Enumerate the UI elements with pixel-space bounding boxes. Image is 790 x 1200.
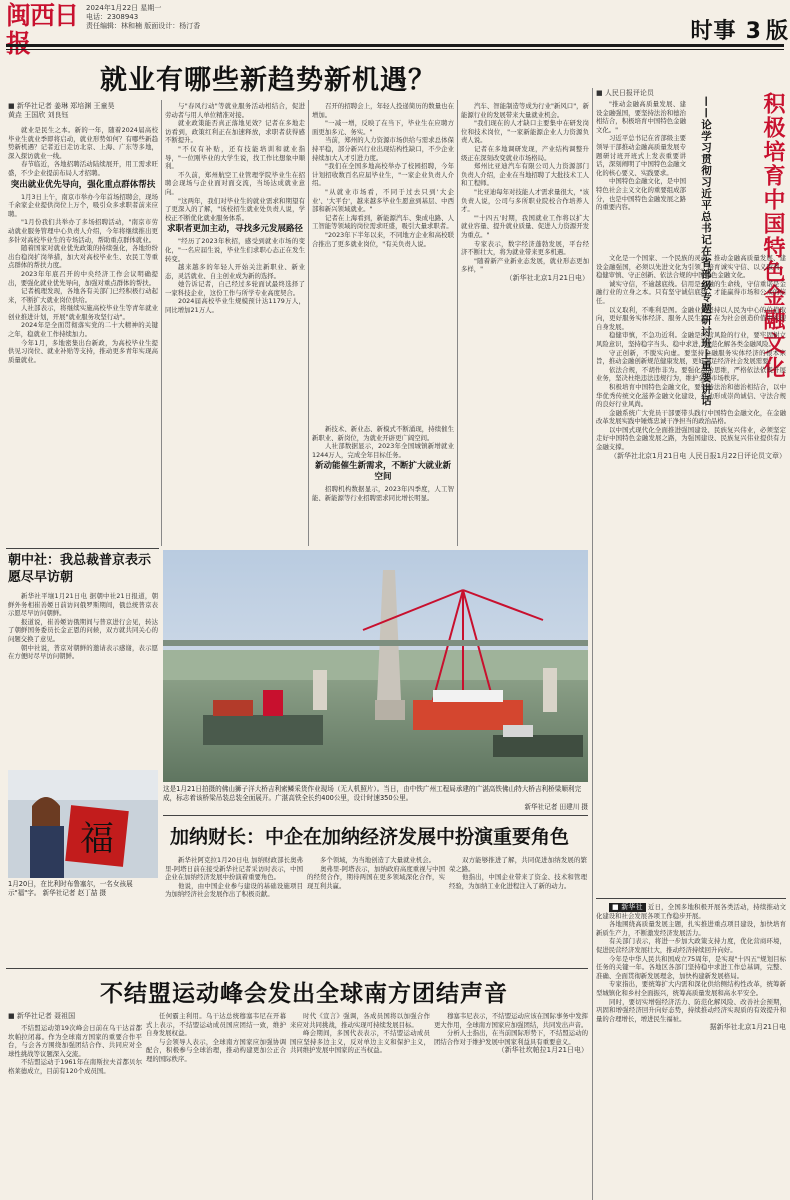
bridge-construction-image bbox=[163, 550, 588, 782]
korea-headline: 朝中社：我总裁普京表示愿尽早访朝 bbox=[8, 553, 152, 585]
masthead-info bbox=[86, 4, 246, 31]
page-suffix: 版 bbox=[765, 19, 788, 44]
editor-credits: 责任编辑：林和楠 版面设计：杨汀香 bbox=[86, 22, 201, 30]
summit-divider bbox=[6, 968, 588, 969]
masthead-rule bbox=[6, 44, 784, 47]
page-number: 3 bbox=[745, 19, 761, 44]
side-dateline: （新华社北京1月21日电 人民日报1月22日评论员文章） bbox=[610, 451, 786, 460]
main-photo-credit: 新华社记者 田建川 摄 bbox=[524, 803, 588, 811]
phone-number: 电话：2308943 bbox=[86, 13, 139, 21]
review-column: ■ 新华社 近日，全国多地积极开展各类活动，持续推动文化建设和社会发展各项工作稳步开展。 各地围绕高质量发展主题，扎实推进重点项目建设，加快培育新质生产力，不断激发经济发展活力。 有关部门表示，将进一步加大政策支持力度，优化营商环境，促进民营经济发展壮大，推动经济持续回升向好。 今年是中华人民共和国成立75周年，是实现"十四五"规划目标任务的关键一年。各地区各部门坚持稳中求进工作总基调，完整、准确、全面贯彻新发展理念，加快构建新发展格局。 专家指出，要统筹扩大内需和深化供给侧结构性改革，统筹新型城镇化和乡村全面振兴，统筹高质量发展和高水平安全。 同时，要切实增强经济活力、防范化解风险、改善社会预期，巩固和增强经济回升向好态势，持续推动经济实现质的有效提升和量的合理增长，增进民生福祉。 据新华社北京1月21日电 bbox=[596, 903, 786, 1032]
lead-column-3: 召开的招聘会上，年轻人投递简历的数量也在增加。 "一减一增，反映了在当下，毕业生在应聘方面更加多元、务实。" 当前，郑州的人力资源市场供给与需求总体保持平稳，部分新兴行业出现结构性缺口，不少企业持续加大人才引进力度。 "我们在全国多地高校举办了校园招聘，今年计划招收数百名应届毕业生，"一家企业负责人介绍。 "从就业市场看，不同于过去只到'大企业'、'大平台'，越来越多毕业生愿意到基层、中西部和新兴领域就业。" 记者在上海看到，新能源汽车、集成电路、人工智能等领域的岗位需求旺盛，吸引大量求职者。 "2023年下半年以来，不同地方企业和高校联合推出了更多就业岗位，"有关负责人说。 bbox=[312, 102, 454, 248]
lead-column-3b: 新技术、新业态、新模式不断涌现，持续催生新职业、新岗位，为就业开辟更广阔空间。 人社部数据显示，2023年全国城镇新增就业1244万人，完成全年目标任务。 新动能催生新需求，不断扩大就业新空间 招聘机构数据显示，2023年四季度，人工智能、新能源等行业招聘需求同比增长明显。 bbox=[312, 425, 454, 502]
issue-date: 2024年1月22日 星期一 bbox=[86, 4, 162, 12]
newspaper-logo: 闽西日报 bbox=[6, 1, 79, 58]
summit-byline: ■ 新华社记者 聂祖国 bbox=[8, 1012, 76, 1020]
summit-dateline: （新华社坎帕拉1月21日电） bbox=[497, 1046, 588, 1055]
ghana-headline: 加纳财长：中企在加纳经济发展中扮演重要角色 bbox=[170, 826, 570, 848]
column-divider bbox=[457, 100, 458, 546]
ghana-dateline: 新华社阿克拉1月20日电 bbox=[178, 856, 249, 864]
korea-divider bbox=[6, 548, 159, 549]
side-divider bbox=[596, 898, 786, 899]
small-photo bbox=[8, 770, 158, 878]
lead-byline: ■ 新华社记者 姜琳 郑培渊 王童昊 黄垚 王国欣 刘良钰 bbox=[8, 102, 115, 119]
lead-subhead-1: 突出就业优先导向，强化重点群体帮扶 bbox=[10, 179, 156, 190]
lead-subhead-2: 求职者更加主动，寻找多元发展路径 bbox=[166, 224, 303, 235]
side-column-2: 文化是一个国家、一个民族的灵魂。推动金融高质量发展、建设金融强国，必须以先进文化为引领，培育诚实守信、以义取利、稳健审慎、守正创新、依法合规的中国特色金融文化。 诚实守信，不逾越底线。信用是金融的生命线，守信重诺是金融行业的立身之本。只有坚守诚信底线，才能赢得市场和公众的信任。 以义取利，不唯利是图。金融业要坚持以人民为中心的价值取向，更好服务实体经济、服务人民生活，在为社会创造价值中实现自身发展。 稳健审慎，不急功近利。金融是经营风险的行业，要牢固树立风险意识，坚持稳字当头、稳中求进，防范化解各类金融风险。 守正创新，不脱实向虚。要坚持金融服务实体经济的根本宗旨，推动金融创新规范健康发展，更好满足经济社会发展需要。 依法合规，不胡作非为。要强化法治思维，严格依法依规开展业务，坚决杜绝违法违规行为，维护金融市场秩序。 积极培育中国特色金融文化，要坚持法治和德治相结合，以中华优秀传统文化滋养金融文化建设，推动形成崇尚诚信、守法合规的良好行业风尚。 金融系统广大党员干部要带头践行中国特色金融文化，在金融改革发展实践中锤炼忠诚干净担当的政治品格。 以中国式现代化全面推进强国建设、民族复兴伟业，必须坚定走好中国特色金融发展之路，为强国建设、民族复兴伟业提供有力金融支撑。 （新华社北京1月21日电 人民日报1月22日评论员文章） bbox=[596, 254, 786, 460]
summit-column-1: 不结盟运动第19次峰会日前在乌干达首都坎帕拉闭幕。作为全球南方国家的重要合作平台，与会各方围绕加强团结合作、共同应对全球性挑战等议题深入交流。 不结盟运动于1961年在南斯拉夫首都贝尔格莱德成立，目前有120个成员国。 bbox=[8, 1024, 142, 1075]
small-photo-caption-text: 1月20日，在比利时布鲁塞尔，一名女孩展示"福"字。 bbox=[8, 880, 133, 897]
small-photo-image bbox=[8, 770, 158, 878]
column-divider bbox=[592, 88, 593, 1200]
section-name: 时事 bbox=[690, 19, 737, 44]
lead-dateline: （新华社北京1月21日电） bbox=[505, 273, 589, 282]
main-photo bbox=[163, 550, 588, 782]
fu-glyph: 福 bbox=[80, 819, 114, 859]
main-photo-caption-text: 这是1月21日拍摄的佛山狮子洋大桥吉利索鳞采货作业现场（无人机照片）。当日，由中铁广州工程局承建的广湛高铁佛山特大桥吉利桥梁顺利完成，标志着该桥梁吊装总装全面展开。广湛高铁全长约400公里，设计时速350公里。 bbox=[163, 785, 582, 802]
lead-headline: 就业有哪些新趋势新机遇？ bbox=[100, 65, 436, 96]
summit-column-4: 穆塞韦尼表示，不结盟运动应该在国际事务中发挥更大作用，全球南方国家应加强团结，共同发出声音。 分析人士指出，在当前国际形势下，不结盟运动的团结合作对于维护发展中国家利益具有重要意义。 （新华社坎帕拉1月21日电） bbox=[434, 1012, 588, 1055]
lead-column-4: 汽车、智能制造等成为行业"新风口"，新能源行业的发展带来大量就业机会。 "我们现在的人才缺口主要集中在研发岗位和技术岗位，"一家新能源企业人力资源负责人说。 记者在多地调研发现，产业结构调整升级正在深刻改变就业市场格局。 郑州比亚迪汽车有限公司人力资源部门负责人介绍，企业在当地招聘了大批技术工人和工程师。 "比亚迪每年对技能人才需求量很大，"该负责人说，公司与多所职业院校合作培养人才。 "'十四五'时期，我国就业工作将以扩大就业容量、提升就业质量、促进人力资源开发为重点。" 专家表示，数字经济蓬勃发展，平台经济不断壮大，将为就业带来更多机遇。 "随着新产业新业态发展，就业形态更加多样，" （新华社北京1月21日电） bbox=[461, 102, 589, 282]
summit-headline: 不结盟运动峰会发出全球南方团结声音 bbox=[100, 981, 508, 1007]
side-subheadline: ——论学习贯彻习近平总书记在省部级专题研讨班上重要讲话 bbox=[700, 96, 712, 407]
korea-dateline: 新华社平壤1月21日电 bbox=[21, 592, 88, 600]
ghana-divider bbox=[163, 815, 588, 816]
side-tag: ■ 人民日报评论员 bbox=[596, 89, 654, 97]
column-divider bbox=[161, 100, 162, 546]
ghana-column-2: 多个领域，为当地创造了大量就业机会。 奥弗里-阿塔表示，加纳政府高度重视与中国的经贸合作，期待两国在更多领域深化合作，实现互利共赢。 bbox=[307, 856, 445, 890]
column-divider bbox=[308, 100, 309, 546]
section-header bbox=[638, 14, 788, 45]
summit-column-2: 任何霸主利用。乌干达总统穆塞韦尼在开幕式上表示，不结盟运动成员国应团结一致，维护自身发展权益。 与会领导人表示，全球南方国家应加强协调配合，积极参与全球治理，推动构建更加公正合理的国际秩序。 bbox=[146, 1012, 286, 1063]
masthead-rule-thin bbox=[6, 49, 784, 50]
korea-body: 新华社平壤1月21日电 据朝中社21日报道，朝鲜外务相崔善姬日前访问俄罗斯期间，俄总统普京表示愿尽早访问朝鲜。 报道说，崔善姬访俄期间与普京进行会见，转达了朝鲜国务委员长金正恩的问候，双方就共同关心的问题交换了意见。 朝中社说，普京对朝鲜的邀请表示感谢，表示愿在方便时尽早访问朝鲜。 bbox=[8, 592, 158, 661]
ghana-column-3: 双方能够推进了解，共同促进加纳发展的繁荣之路。 他指出，中国企业带来了资金、技术和管理经验，为加纳工业化进程注入了新的动力。 bbox=[449, 856, 587, 890]
side-column-1: "推动金融高质量发展、建设金融强国，要坚持法治和德治相结合，积极培育中国特色金融文化。" 习近平总书记在省部级主要领导干部推动金融高质量发展专题研讨班开班式上发表重要讲话，深刻阐明了中国特色金融文化的核心要义、实践要求。 中国特色金融文化，是中国特色社会主义文化的重要组成部分，也是中国特色金融发展之路的重要内容。 bbox=[596, 100, 686, 212]
small-photo-caption bbox=[8, 880, 158, 898]
main-photo-caption bbox=[163, 785, 588, 812]
small-photo-credit: 新华社记者 赵丁喆 摄 bbox=[42, 889, 107, 897]
ghana-column-1: 新华社阿克拉1月20日电 加纳财政部长奥弗里-阿塔日前在接受新华社记者采访时表示，中国企业在加纳经济发展中扮演着重要角色。 他说，由中国企业参与建设的基础设施项目为加纳经济社会发展作出了积极贡献。 bbox=[165, 856, 303, 899]
lead-column-2: 与"春风行动"等就业服务活动相结合，促进劳动者与用人单位精准对接。 就业政策能否真正落地见效？记者在多地走访看到，政策红利正在加速释放，求职者获得感不断提升。 "不仅有补贴，还有技能培训和就业指导，"一位刚毕业的大学生说，找工作比想象中顺利。 不久前，郑州航空工业管理学院毕业生在招聘会现场与企业面对面交流，当场达成就业意向。 "这两年，我们对毕业生的就业需求和期望有了更深入的了解，"该校招生就业处负责人说，学校正不断优化就业服务体系。 求职者更加主动，寻找多元发展路径 "经历了2023年秋招，感受到就业市场的变化，"一名应届生说，毕业生们求职心态正在发生转变。 越来越多的年轻人开始关注新职业、新业态，灵活就业、自主创业成为新的选择。 她告诉记者，自己经过多轮面试最终选择了一家科技企业，这份工作与所学专业高度契合。 2024届高校毕业生规模预计达1179万人，同比增加21万人。 bbox=[165, 102, 305, 315]
review-tag: ■ 新华社 bbox=[609, 903, 646, 912]
lead-subhead-3: 新动能催生新需求，不断扩大就业新空间 bbox=[314, 461, 451, 483]
side-headline: 积极培育中国特色金融文化 bbox=[760, 92, 785, 380]
review-dateline: 据新华社北京1月21日电 bbox=[709, 1023, 786, 1032]
summit-column-3: 时代《宣言》强调，各成员国将以加强合作来应对共同挑战，推动实现可持续发展目标。 峰会期间，多国代表表示，不结盟运动成员国应坚持多边主义，反对单边主义和保护主义，共同维护发展中国家的正当权益。 bbox=[290, 1012, 430, 1055]
lead-column-1: 就业是民生之本。新的一年，随着2024届高校毕业生就业季即将启动，就业形势如何？有哪些新趋势新机遇？记者近日走访北京、上海、广东等多地，深入探访就业一线。 春节临近，各地招聘活动陆续展开，用工需求旺盛，不少企业提前布局人才招聘。 突出就业优先导向，强化重点群体帮扶 1月3日上午，南京市举办今年首场招聘会，现场千余家企业提供岗位上万个，吸引众多求职者前来应聘。 "1月份我们共举办了多场招聘活动，"南京市劳动就业服务管理中心负责人介绍，今年将继续推出更多针对高校毕业生的专场活动，帮助重点群体就业。 随着国家对就业优先政策的持续强化，各地纷纷出台稳岗扩岗举措，加大对高校毕业生、农民工等重点群体的帮扶力度。 2023年年底召开的中央经济工作会议明确提出，要强化就业优先导向，加强对重点群体的帮扶。 记者梳理发现，各地各有关部门已经积极行动起来，不断扩大就业岗位供给。 人社部表示，将继续实施高校毕业生等青年就业创业推进计划，开展"就业服务攻坚行动"。 2024年是全面贯彻落实党的二十大精神的关键之年，稳就业工作持续加力。 今年1月，多地密集出台新政，为高校毕业生提供见习岗位、就业补贴等支持，推动更多青年实现高质量就业。 bbox=[8, 126, 158, 364]
